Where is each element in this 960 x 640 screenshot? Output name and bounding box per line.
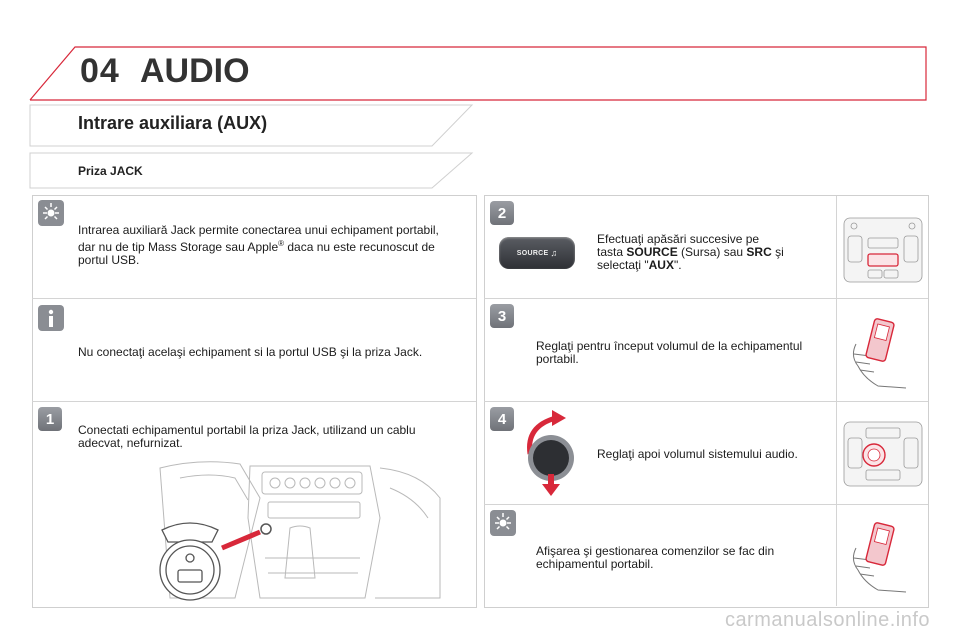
source-button-label: SOURCE — [516, 249, 549, 257]
right-vertical-divider — [836, 196, 837, 606]
right-divider-3 — [484, 504, 928, 505]
hand-device-illustration — [848, 316, 920, 392]
step-2-text: Efectuaţi apăsări succesive pe tasta SOURCE (Sursa) sau SRC şi selectaţi "AUX". — [597, 232, 784, 272]
jack-socket-illustration — [140, 458, 450, 604]
watermark: carmanualsonline.info — [724, 609, 930, 631]
info-text: Nu conectaţi acelaşi echipament si la portul USB şi la priza Jack. — [78, 345, 423, 359]
step-1-text: Conectati echipamentul portabil la priza Jack, utilizand un cablu adecvat, nefurnizat. — [78, 423, 416, 450]
source-button — [499, 237, 575, 269]
hand-device-illustration-2 — [848, 520, 920, 596]
chapter-number: 04 — [80, 52, 120, 90]
step-4-badge: 4 — [490, 407, 514, 431]
info-icon — [38, 305, 64, 331]
bulb-icon-2 — [490, 510, 516, 536]
bulb-icon — [38, 200, 64, 226]
right-divider-2 — [484, 401, 928, 402]
left-divider-1 — [32, 298, 476, 299]
step-4-text: Reglaţi apoi volumul sistemului audio. — [597, 447, 798, 461]
music-note-icon: ♫ — [550, 248, 558, 258]
chapter-title: AUDIO — [140, 52, 250, 90]
step-3-badge: 3 — [490, 304, 514, 328]
step-3-text: Reglaţi pentru început volumul de la echipamentul portabil. — [536, 339, 803, 366]
note-display-text: Afişarea şi gestionarea comenzilor se fac din echipamentul portabil. — [536, 544, 775, 571]
volume-knob-icon — [516, 408, 586, 498]
note-aux-text: Intrarea auxiliară Jack permite conectarea unui echipament portabil, dar nu de tip Mass Storage sau Apple® daca nu este recunoscut de portul USB. — [78, 223, 439, 267]
step-1-badge: 1 — [38, 407, 62, 431]
section-subtitle: Priza JACK — [78, 164, 143, 178]
right-divider-1 — [484, 298, 928, 299]
radio-panel-volume-illustration — [842, 418, 924, 490]
step-2-badge: 2 — [490, 201, 514, 225]
radio-panel-source-illustration — [842, 214, 924, 286]
section-title: Intrare auxiliara (AUX) — [78, 113, 268, 133]
left-divider-2 — [32, 401, 476, 402]
